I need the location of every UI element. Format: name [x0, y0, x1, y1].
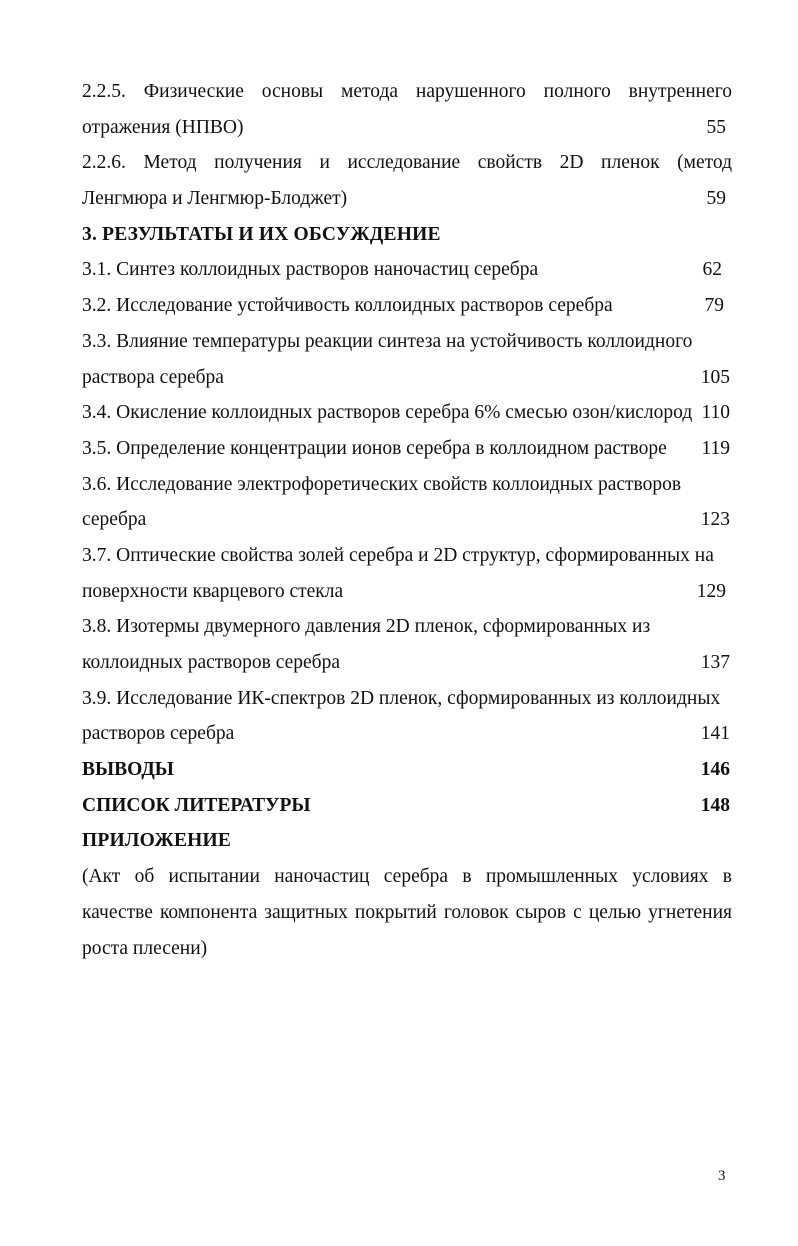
table-of-contents: [82, 74, 732, 966]
toc-line: [82, 431, 732, 467]
toc-entry-title: коллоидных растворов серебра: [82, 652, 340, 673]
toc-entry-title: 3.3. Влияние температуры реакции синтеза на устойчивость коллоидного: [82, 330, 693, 352]
toc-page-number: 110: [701, 402, 730, 424]
toc-section-heading: [82, 823, 732, 859]
toc-page-number: 119: [701, 437, 730, 459]
toc-entry-title: 3.6. Исследование электрофоретических свойств коллоидных растворов: [82, 473, 682, 495]
toc-page-number: 79: [704, 295, 724, 317]
toc-line: [82, 538, 732, 574]
toc-entry-title: 3.9. Исследование ИК-спектров 2D пленок, сформированных из коллоидных: [82, 687, 721, 709]
toc-section-heading: [82, 217, 732, 253]
toc-line: [82, 609, 732, 645]
toc-page-number: 129: [696, 580, 726, 602]
toc-line: [82, 360, 732, 396]
toc-page-number: 141: [700, 723, 730, 745]
appendix-text: роста плесени): [82, 937, 208, 959]
section-heading-text: 3. РЕЗУЛЬТАТЫ И ИХ ОБСУЖДЕНИЕ: [82, 223, 441, 245]
toc-line: [82, 716, 732, 752]
toc-entry-title: Ленгмюра и Ленгмюр-Блоджет): [82, 188, 348, 210]
toc-entry-title: СПИСОК ЛИТЕРАТУРЫ: [82, 794, 311, 816]
toc-line: [82, 502, 732, 538]
toc-line: [82, 931, 732, 967]
toc-page-number: 62: [702, 259, 722, 281]
appendix-text: качестве компонента защитных покрытий головок сыров с целью угнетения: [82, 901, 732, 923]
toc-page-number: 137: [700, 652, 730, 673]
toc-entry-title: 3.5. Определение концентрации ионов серебра в коллоидном растворе: [82, 437, 667, 459]
section-heading-text: ПРИЛОЖЕНИЕ: [82, 830, 232, 852]
toc-page-number: 123: [700, 509, 730, 531]
toc-line: [82, 574, 732, 610]
appendix-text: (Акт об испытании наночастиц серебра в промышленных условиях в: [82, 866, 732, 888]
toc-entry-title: поверхности кварцевого стекла: [82, 580, 344, 602]
toc-page-number: 148: [700, 794, 730, 816]
toc-page-number: 59: [706, 188, 726, 210]
toc-line: [82, 395, 732, 431]
toc-line: [82, 752, 732, 788]
toc-entry-title: растворов серебра: [82, 723, 235, 745]
toc-entry-title: 3.7. Оптические свойства золей серебра и 2D структур, сформированных на: [82, 544, 714, 566]
toc-entry-title: 2.2.6. Метод получения и исследование свойств 2D пленок (метод: [82, 152, 732, 174]
toc-line: [82, 681, 732, 717]
toc-line: [82, 288, 732, 324]
toc-entry-title: 3.8. Изотермы двумерного давления 2D пленок, сформированных из: [82, 616, 651, 638]
toc-line: [82, 74, 732, 110]
toc-line: [82, 895, 732, 931]
toc-entry-title: 3.1. Синтез коллоидных растворов наночастиц серебра: [82, 259, 539, 281]
toc-page-number: 146: [700, 759, 730, 781]
toc-entry-title: серебра: [82, 509, 147, 531]
toc-entry-title: 3.4. Окисление коллоидных растворов серебра 6% смесью озон/кислород: [82, 402, 693, 424]
toc-line: [82, 859, 732, 895]
toc-line: [82, 252, 732, 288]
toc-entry-title: 2.2.5. Физические основы метода нарушенного полного внутреннего: [82, 81, 732, 102]
toc-line: [82, 181, 732, 217]
toc-entry-title: 3.2. Исследование устойчивость коллоидных растворов серебра: [82, 295, 613, 317]
toc-entry-title: ВЫВОДЫ: [82, 759, 174, 781]
toc-line: [82, 145, 732, 181]
toc-line: [82, 467, 732, 503]
toc-page-number: 105: [700, 366, 730, 388]
toc-line: [82, 324, 732, 360]
toc-page-number: 55: [706, 116, 726, 138]
toc-entry-title: раствора серебра: [82, 366, 224, 388]
toc-entry-title: отражения (НПВО): [82, 116, 244, 138]
toc-line: [82, 110, 732, 146]
toc-line: [82, 645, 732, 681]
page-number: 3: [718, 1168, 726, 1184]
toc-line: [82, 788, 732, 824]
